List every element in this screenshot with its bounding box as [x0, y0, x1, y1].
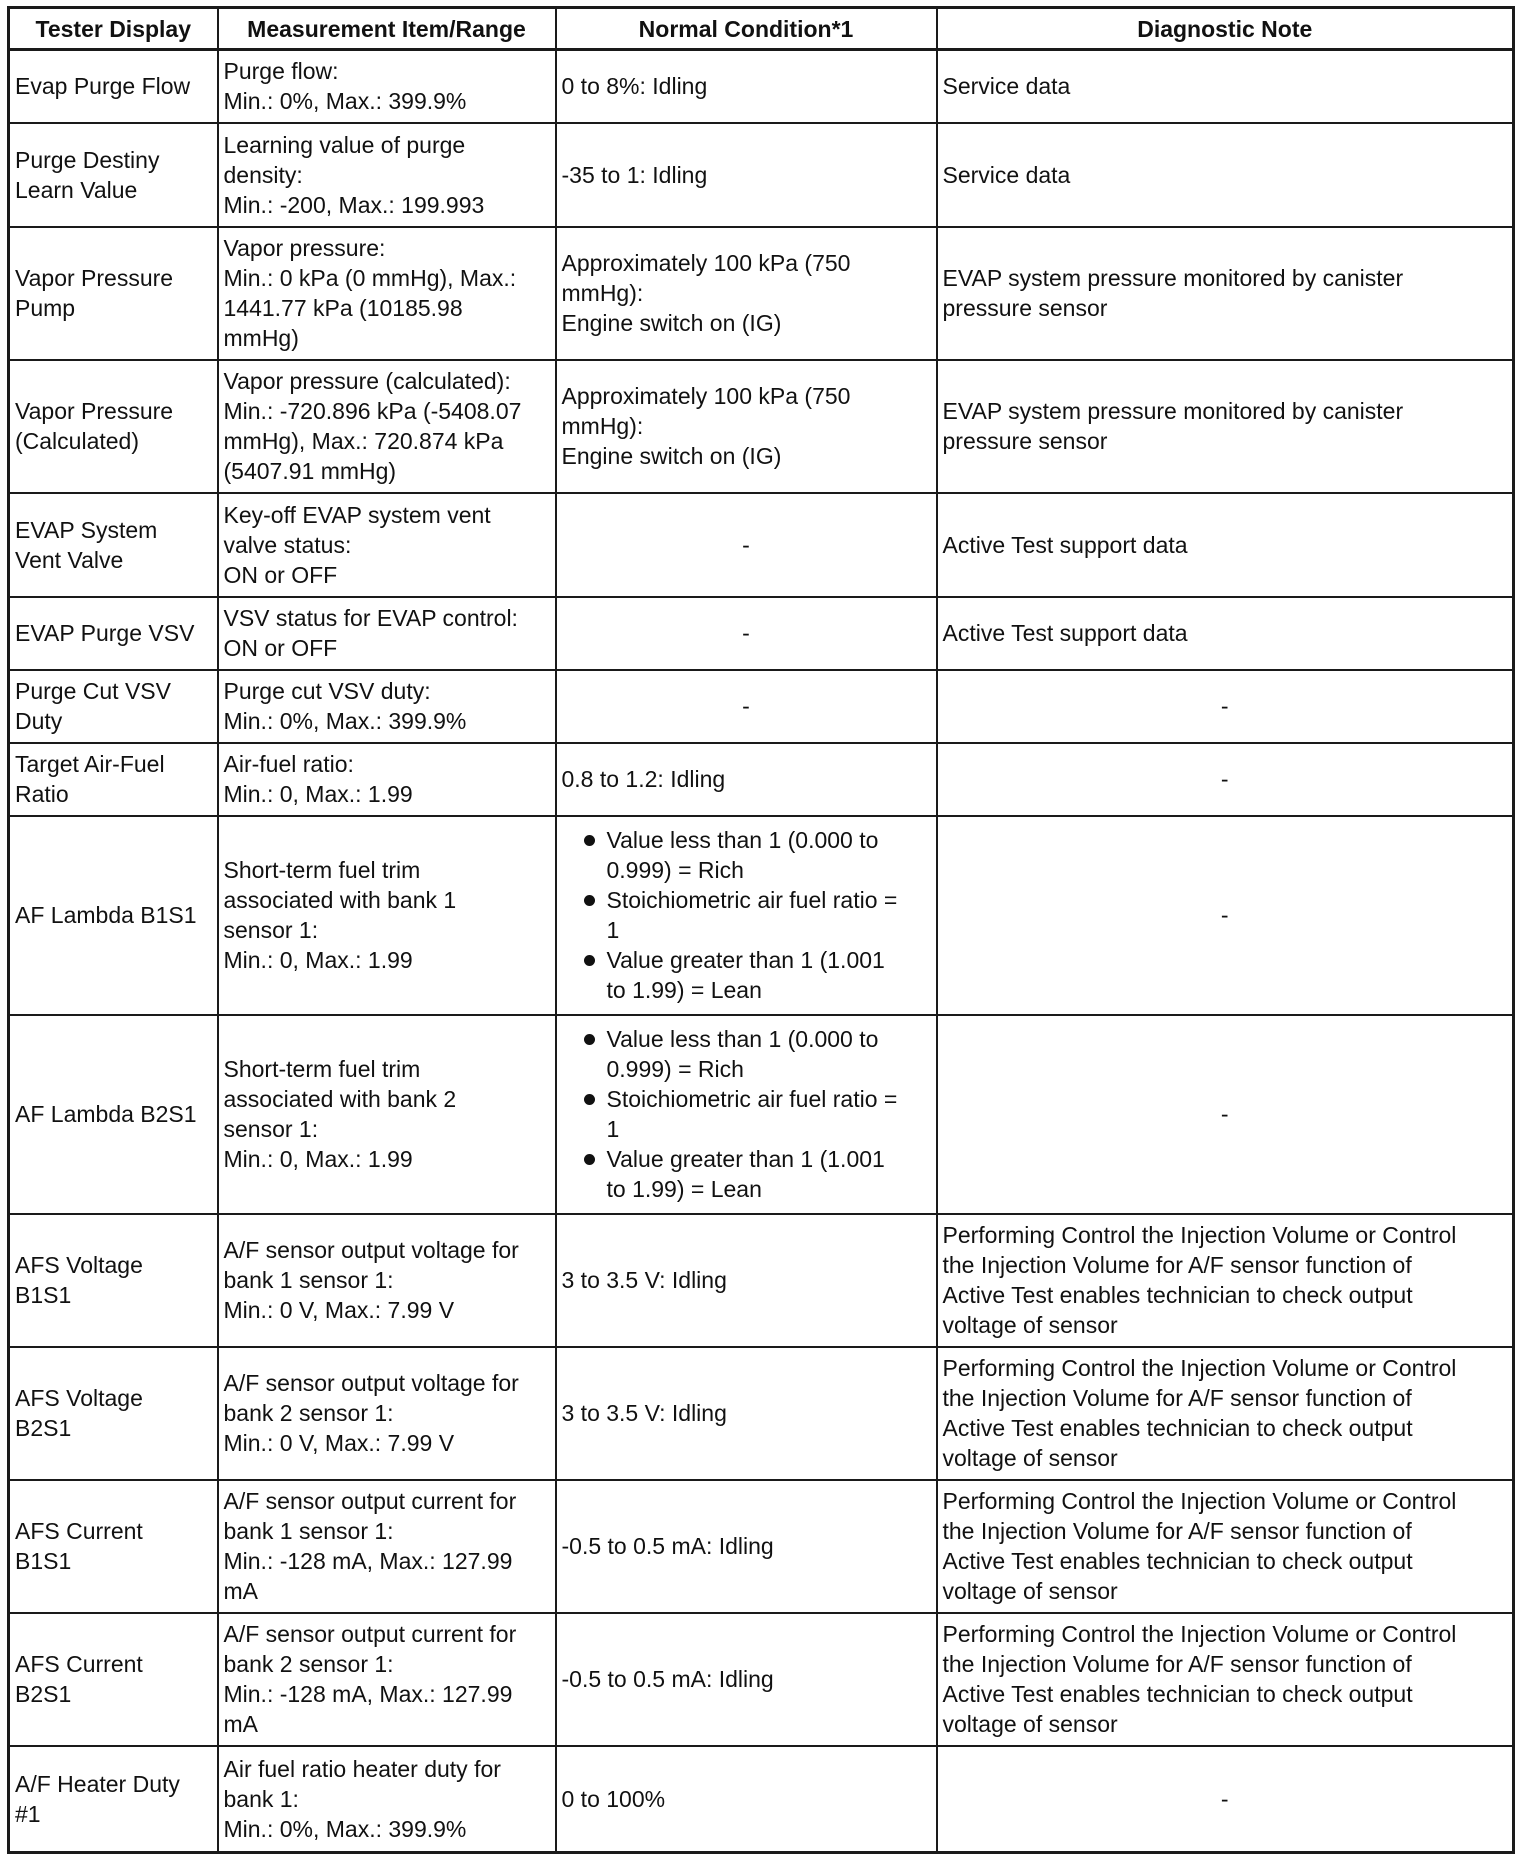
measurement-line: bank 2 sensor 1:	[223, 1651, 394, 1677]
diagnostic-note-line: EVAP system pressure monitored by canister	[942, 265, 1404, 291]
tester-display-line: AFS Current	[15, 1518, 143, 1544]
measurement-line: Min.: 0%, Max.: 399.9%	[223, 708, 467, 734]
condition-bullet-line: Stoichiometric air fuel ratio =	[606, 1086, 898, 1112]
condition-bullet-line: Stoichiometric air fuel ratio =	[606, 887, 898, 913]
table-row	[9, 743, 1514, 816]
diagnostic-note-cell: -	[937, 670, 1514, 743]
condition-bullet-list	[562, 1024, 931, 1204]
normal-condition-cell	[556, 123, 937, 227]
measurement-line: bank 1 sensor 1:	[223, 1267, 394, 1293]
condition-bullet-line: Value less than 1 (0.000 to	[606, 827, 879, 853]
measurement-line: Min.: 0 kPa (0 mmHg), Max.:	[223, 265, 517, 291]
condition-bullet-item	[562, 1084, 931, 1144]
normal-condition-line: Approximately 100 kPa (750	[561, 383, 851, 409]
measurement-line: mA	[223, 1578, 258, 1604]
diagnostic-note-cell	[937, 1480, 1514, 1613]
diagnostic-note-line: Active Test support data	[942, 620, 1188, 646]
tester-display-cell	[9, 1746, 218, 1853]
measurement-line: ON or OFF	[223, 561, 338, 588]
measurement-cell	[218, 670, 556, 743]
normal-condition-line: 0.8 to 1.2: Idling	[561, 766, 726, 792]
normal-condition-line: mmHg):	[561, 413, 644, 439]
measurement-line: Min.: -128 mA, Max.: 127.99	[223, 1681, 513, 1707]
diagnostic-note-line: Active Test enables technician to check output	[942, 1415, 1413, 1441]
diagnostic-note-cell: -	[937, 1015, 1514, 1214]
tester-display-line: A/F Heater Duty	[15, 1770, 180, 1797]
measurement-line: density:	[223, 161, 303, 188]
data-list-table	[7, 6, 1515, 1854]
tester-display-line: B2S1	[15, 1415, 72, 1441]
diagnostic-note-cell	[937, 123, 1514, 227]
tester-display-line: EVAP Purge VSV	[15, 620, 195, 646]
measurement-cell	[218, 493, 556, 597]
tester-display-cell	[9, 1015, 218, 1214]
diagnostic-note-cell: -	[937, 743, 1514, 816]
measurement-line: bank 1 sensor 1:	[223, 1518, 394, 1544]
tester-display-line: Purge Destiny	[15, 146, 160, 173]
diagnostic-note-line: pressure sensor	[942, 295, 1108, 321]
measurement-line: (5407.91 mmHg)	[223, 458, 397, 484]
table-row	[9, 1347, 1514, 1480]
diagnostic-note-line: Active Test enables technician to check output	[942, 1681, 1413, 1707]
diagnostic-note-cell	[937, 597, 1514, 670]
measurement-line: Min.: -720.896 kPa (-5408.07	[223, 398, 522, 424]
tester-display-line: #1	[15, 1800, 41, 1827]
normal-condition-cell	[556, 1480, 937, 1613]
tester-display-line: Vapor Pressure	[15, 265, 174, 291]
measurement-line: A/F sensor output voltage for	[223, 1237, 519, 1263]
measurement-line: Vapor pressure:	[223, 235, 386, 261]
diagnostic-note-line: the Injection Volume for A/F sensor function of	[942, 1385, 1412, 1411]
condition-bullet-line: 0.999) = Rich	[606, 857, 744, 883]
table-row	[9, 123, 1514, 227]
tester-display-cell	[9, 1347, 218, 1480]
tester-display-cell	[9, 597, 218, 670]
measurement-line: Min.: 0 V, Max.: 7.99 V	[223, 1430, 455, 1456]
diagnostic-note-line: voltage of sensor	[942, 1312, 1118, 1338]
measurement-line: Purge flow:	[223, 58, 339, 85]
condition-bullet-line: Value greater than 1 (1.001	[606, 947, 885, 973]
tester-display-cell	[9, 1480, 218, 1613]
tester-display-line: Learn Value	[15, 176, 138, 203]
measurement-cell	[218, 1746, 556, 1853]
condition-bullet-line: to 1.99) = Lean	[606, 1176, 762, 1202]
table-row	[9, 1746, 1514, 1853]
measurement-line: bank 1:	[223, 1785, 299, 1812]
measurement-line: VSV status for EVAP control:	[223, 605, 518, 631]
normal-condition-line: -0.5 to 0.5 mA: Idling	[561, 1666, 774, 1692]
diagnostic-note-line: voltage of sensor	[942, 1711, 1118, 1737]
normal-condition-cell	[556, 1347, 937, 1480]
diagnostic-note-line: Service data	[942, 73, 1071, 100]
measurement-cell	[218, 1214, 556, 1347]
tester-display-line: Purge Cut VSV	[15, 678, 171, 704]
condition-bullet-line: 1	[606, 917, 620, 943]
normal-condition-cell	[556, 1214, 937, 1347]
tester-display-line: AF Lambda B1S1	[15, 902, 197, 928]
condition-bullet-list	[562, 825, 931, 1005]
table-row	[9, 597, 1514, 670]
normal-condition-cell: -	[556, 597, 937, 670]
measurement-line: Min.: 0, Max.: 1.99	[223, 781, 413, 807]
condition-bullet-item	[562, 945, 931, 1005]
measurement-line: Vapor pressure (calculated):	[223, 368, 511, 394]
diagnostic-note-line: Active Test support data	[942, 531, 1188, 558]
header-tester-display: Tester Display	[9, 8, 218, 50]
tester-display-cell	[9, 360, 218, 493]
normal-condition-cell	[556, 360, 937, 493]
tester-display-line: AFS Voltage	[15, 1252, 143, 1278]
tester-display-line: B2S1	[15, 1681, 72, 1707]
table-row	[9, 360, 1514, 493]
measurement-line: Min.: -128 mA, Max.: 127.99	[223, 1548, 513, 1574]
diagnostic-note-cell	[937, 1347, 1514, 1480]
diagnostic-note-line: Active Test enables technician to check output	[942, 1548, 1413, 1574]
normal-condition-cell: -	[556, 670, 937, 743]
normal-condition-cell: -	[556, 493, 937, 597]
measurement-line: A/F sensor output current for	[223, 1488, 517, 1514]
normal-condition-cell	[556, 1613, 937, 1746]
header-normal-condition: Normal Condition*1	[556, 8, 937, 50]
tester-display-line: (Calculated)	[15, 428, 139, 454]
measurement-line: mmHg), Max.: 720.874 kPa	[223, 428, 504, 454]
measurement-cell	[218, 597, 556, 670]
table-row	[9, 493, 1514, 597]
tester-display-line: Evap Purge Flow	[15, 73, 191, 100]
measurement-line: Key-off EVAP system vent	[223, 501, 491, 528]
measurement-cell	[218, 1347, 556, 1480]
diagnostic-note-cell: -	[937, 1746, 1514, 1853]
measurement-line: associated with bank 2	[223, 1086, 457, 1112]
measurement-line: Min.: -200, Max.: 199.993	[223, 191, 485, 218]
diagnostic-note-cell	[937, 493, 1514, 597]
measurement-line: A/F sensor output current for	[223, 1621, 517, 1647]
diagnostic-note-line: the Injection Volume for A/F sensor function of	[942, 1518, 1412, 1544]
normal-condition-line: Engine switch on (IG)	[561, 310, 782, 336]
diagnostic-note-line: EVAP system pressure monitored by canister	[942, 398, 1404, 424]
tester-display-line: AF Lambda B2S1	[15, 1101, 197, 1127]
tester-display-line: B1S1	[15, 1282, 72, 1308]
table-row	[9, 50, 1514, 123]
diagnostic-note-cell	[937, 1214, 1514, 1347]
measurement-line: Air fuel ratio heater duty for	[223, 1755, 501, 1782]
condition-bullet-line: 0.999) = Rich	[606, 1056, 744, 1082]
tester-display-line: Pump	[15, 295, 76, 321]
diagnostic-note-cell	[937, 360, 1514, 493]
normal-condition-cell	[556, 743, 937, 816]
measurement-line: Air-fuel ratio:	[223, 751, 354, 777]
condition-bullet-item	[562, 1144, 931, 1204]
tester-display-line: AFS Current	[15, 1651, 143, 1677]
measurement-cell	[218, 743, 556, 816]
tester-display-cell	[9, 1613, 218, 1746]
condition-bullet-line: 1	[606, 1116, 620, 1142]
diagnostic-note-line: Performing Control the Injection Volume or Control	[942, 1488, 1457, 1514]
condition-bullet-line: Value less than 1 (0.000 to	[606, 1026, 879, 1052]
tester-display-cell	[9, 50, 218, 123]
diagnostic-note-cell: -	[937, 816, 1514, 1015]
condition-bullet-item	[562, 1024, 931, 1084]
normal-condition-line: Engine switch on (IG)	[561, 443, 782, 469]
header-diagnostic-note: Diagnostic Note	[937, 8, 1514, 50]
measurement-line: Min.: 0, Max.: 1.99	[223, 947, 413, 973]
tester-display-line: Vapor Pressure	[15, 398, 174, 424]
measurement-line: Purge cut VSV duty:	[223, 678, 431, 704]
measurement-cell	[218, 1613, 556, 1746]
measurement-line: valve status:	[223, 531, 352, 558]
measurement-line: A/F sensor output voltage for	[223, 1370, 519, 1396]
tester-display-line: Target Air-Fuel	[15, 751, 165, 777]
measurement-line: ON or OFF	[223, 635, 338, 661]
measurement-cell	[218, 227, 556, 360]
diagnostic-note-line: voltage of sensor	[942, 1445, 1118, 1471]
diagnostic-note-line: the Injection Volume for A/F sensor function of	[942, 1252, 1412, 1278]
tester-display-cell	[9, 743, 218, 816]
diagnostic-note-line: pressure sensor	[942, 428, 1108, 454]
measurement-cell	[218, 1015, 556, 1214]
tester-display-cell	[9, 1214, 218, 1347]
table-row	[9, 1613, 1514, 1746]
measurement-line: Min.: 0%, Max.: 399.9%	[223, 1815, 467, 1842]
condition-bullet-line: to 1.99) = Lean	[606, 977, 762, 1003]
tester-display-line: B1S1	[15, 1548, 72, 1574]
tester-display-line: Vent Valve	[15, 546, 124, 573]
condition-bullet-line: Value greater than 1 (1.001	[606, 1146, 885, 1172]
diagnostic-note-cell	[937, 1613, 1514, 1746]
measurement-line: sensor 1:	[223, 1116, 319, 1142]
tester-display-cell	[9, 227, 218, 360]
tester-display-line: AFS Voltage	[15, 1385, 143, 1411]
table-row	[9, 816, 1514, 1015]
diagnostic-note-line: Performing Control the Injection Volume or Control	[942, 1222, 1457, 1248]
normal-condition-line: 0 to 100%	[561, 1785, 666, 1812]
normal-condition-line: Approximately 100 kPa (750	[561, 250, 851, 276]
normal-condition-line: mmHg):	[561, 280, 644, 306]
measurement-line: Short-term fuel trim	[223, 857, 421, 883]
header-row	[9, 8, 1514, 50]
tester-display-cell	[9, 816, 218, 1015]
measurement-line: 1441.77 kPa (10185.98	[223, 295, 463, 321]
diagnostic-note-line: Service data	[942, 161, 1071, 188]
measurement-line: Short-term fuel trim	[223, 1056, 421, 1082]
measurement-cell	[218, 123, 556, 227]
table-row	[9, 1214, 1514, 1347]
table-header	[9, 8, 1514, 50]
tester-display-cell	[9, 670, 218, 743]
measurement-cell	[218, 50, 556, 123]
header-measurement-item: Measurement Item/Range	[218, 8, 556, 50]
measurement-line: Min.: 0 V, Max.: 7.99 V	[223, 1297, 455, 1323]
measurement-cell	[218, 816, 556, 1015]
measurement-line: mA	[223, 1711, 258, 1737]
diagnostic-note-line: Active Test enables technician to check output	[942, 1282, 1413, 1308]
normal-condition-cell	[556, 816, 937, 1015]
condition-bullet-item	[562, 885, 931, 945]
measurement-line: mmHg)	[223, 325, 299, 351]
measurement-line: Min.: 0%, Max.: 399.9%	[223, 88, 467, 115]
table-row	[9, 1480, 1514, 1613]
normal-condition-line: -0.5 to 0.5 mA: Idling	[561, 1533, 774, 1559]
measurement-line: Learning value of purge	[223, 131, 466, 158]
normal-condition-cell	[556, 50, 937, 123]
table-body	[9, 50, 1514, 1853]
tester-display-line: Duty	[15, 708, 63, 734]
measurement-line: associated with bank 1	[223, 887, 457, 913]
diagnostic-note-line: the Injection Volume for A/F sensor function of	[942, 1651, 1412, 1677]
normal-condition-line: 3 to 3.5 V: Idling	[561, 1400, 727, 1426]
table-row	[9, 1015, 1514, 1214]
diagnostic-note-line: Performing Control the Injection Volume or Control	[942, 1621, 1457, 1647]
diagnostic-note-line: Performing Control the Injection Volume or Control	[942, 1355, 1457, 1381]
normal-condition-cell	[556, 1746, 937, 1853]
measurement-cell	[218, 1480, 556, 1613]
normal-condition-line: 3 to 3.5 V: Idling	[561, 1267, 727, 1293]
diagnostic-note-cell	[937, 227, 1514, 360]
measurement-line: Min.: 0, Max.: 1.99	[223, 1146, 413, 1172]
normal-condition-cell	[556, 1015, 937, 1214]
table-row	[9, 670, 1514, 743]
normal-condition-line: -35 to 1: Idling	[561, 161, 708, 188]
normal-condition-cell	[556, 227, 937, 360]
measurement-cell	[218, 360, 556, 493]
measurement-line: sensor 1:	[223, 917, 319, 943]
diagnostic-note-line: voltage of sensor	[942, 1578, 1118, 1604]
measurement-line: bank 2 sensor 1:	[223, 1400, 394, 1426]
normal-condition-line: 0 to 8%: Idling	[561, 73, 708, 100]
condition-bullet-item	[562, 825, 931, 885]
tester-display-cell	[9, 493, 218, 597]
diagnostic-note-cell	[937, 50, 1514, 123]
table-row	[9, 227, 1514, 360]
tester-display-cell	[9, 123, 218, 227]
tester-display-line: EVAP System	[15, 516, 158, 543]
tester-display-line: Ratio	[15, 781, 69, 807]
